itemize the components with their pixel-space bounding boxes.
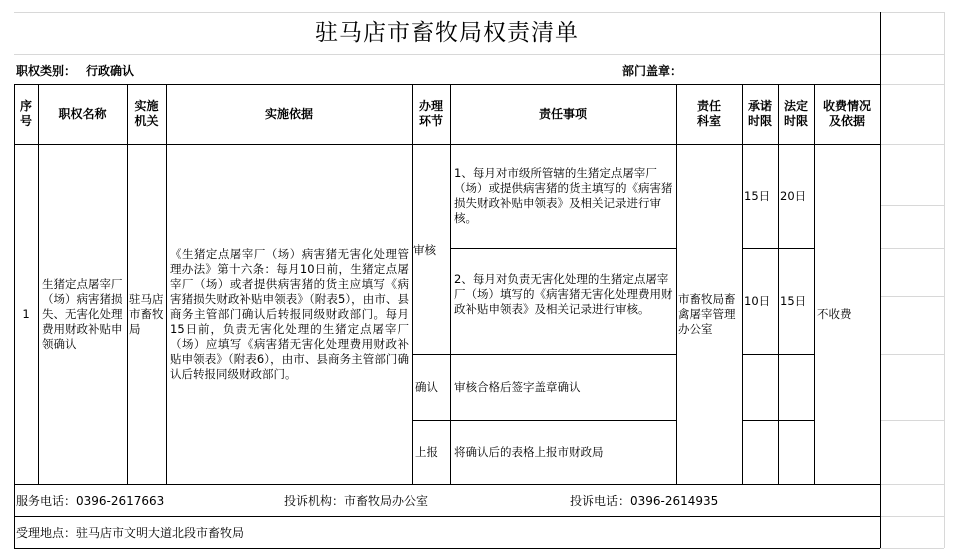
sheet-gridline [944, 12, 945, 548]
duty-item: 2、每月对负责无害化处理的生猪定点屠宰厂（场）填写的《病害猪无害化处理费用财政补贴申领表》及相关记录进行审核。 [454, 272, 673, 316]
row-seq: 1 [22, 306, 30, 321]
row-authority-name: 生猪定点屠宰厂（场）病害猪损失、无害化处理费用财政补贴申领确认 [42, 276, 123, 351]
table-border [14, 548, 880, 549]
legal-time: 20日 [780, 188, 807, 203]
header-basis: 实施依据 [264, 106, 313, 121]
header-duty: 责任事项 [538, 106, 587, 121]
sheet-gridline [880, 484, 944, 485]
duty-item: 1、每月对市级所管辖的生猪定点屠宰厂（场）或提供病害猪的货主填写的《病害猪损失财政补贴申领表》及相关记录进行审核。 [454, 166, 673, 225]
header-seq: 序号 [19, 99, 32, 128]
header-fee: 收费情况及依据 [822, 99, 871, 128]
stage-report: 上报 [415, 444, 438, 459]
sheet-gridline [880, 354, 944, 355]
table-border [742, 420, 814, 421]
page-title: 驻马店市畜牧局权责清单 [315, 20, 579, 46]
header-legal-time: 法定时限 [784, 99, 809, 128]
table-border [450, 248, 676, 249]
row-agency: 驻马店市畜牧局 [129, 291, 164, 336]
sheet-gridline [880, 296, 944, 297]
complaint-org: 投诉机构：市畜牧局办公室 [284, 494, 429, 508]
row-basis: 《生猪定点屠宰厂（场）病害猪无害化处理管理办法》第十六条：每月10日前，生猪定点屠宰厂（场）或者提供病害猪的货主应填写《病害猪损失财政补贴申领表》（附表5），由市、县商务主管部门确认后转报同级财政部门。每月15日前，负责无害化处理的生猪定点屠宰厂（场）应填写《病害猪无害化处理费用财政补贴申领表》（附表6），由市、县商务主管部门确认后转报同级财政部门。 [170, 246, 409, 381]
header-agency: 实施机关 [134, 99, 159, 128]
table-border [880, 12, 881, 548]
promise-time: 15日 [744, 188, 771, 203]
category-value: 行政确认 [86, 64, 135, 78]
sheet-gridline [880, 84, 944, 85]
sheet-gridline [880, 144, 944, 145]
address: 受理地点：驻马店市文明大道北段市畜牧局 [16, 526, 245, 540]
seal-label: 部门盖章： [622, 64, 683, 78]
duty-item: 将确认后的表格上报市财政局 [454, 444, 604, 459]
table-border [742, 354, 814, 355]
sheet-gridline [14, 54, 944, 55]
legal-time: 15日 [780, 293, 807, 308]
stage-confirm: 确认 [415, 379, 438, 394]
header-name: 职权名称 [58, 106, 107, 121]
sheet-gridline [880, 516, 944, 517]
sheet-gridline [880, 420, 944, 421]
sheet-gridline [880, 248, 944, 249]
header-promise-time: 承诺时限 [748, 99, 773, 128]
header-stage: 办理环节 [419, 99, 444, 128]
stage-review: 审核 [413, 243, 436, 257]
sheet-gridline [880, 548, 944, 549]
service-phone: 服务电话：0396-2617663 [16, 494, 165, 508]
sheet-gridline [880, 205, 944, 206]
table-border [14, 484, 880, 485]
duty-item: 审核合格后签字盖章确认 [454, 379, 581, 394]
category-label: 职权类别： [16, 64, 77, 78]
row-department: 市畜牧局畜禽屠宰管理办公室 [678, 291, 736, 336]
table-border [14, 516, 880, 517]
header-dept: 责任科室 [696, 99, 721, 128]
row-fee: 不收费 [817, 306, 852, 321]
promise-time: 10日 [744, 293, 771, 308]
complaint-phone: 投诉电话：0396-2614935 [570, 494, 719, 508]
